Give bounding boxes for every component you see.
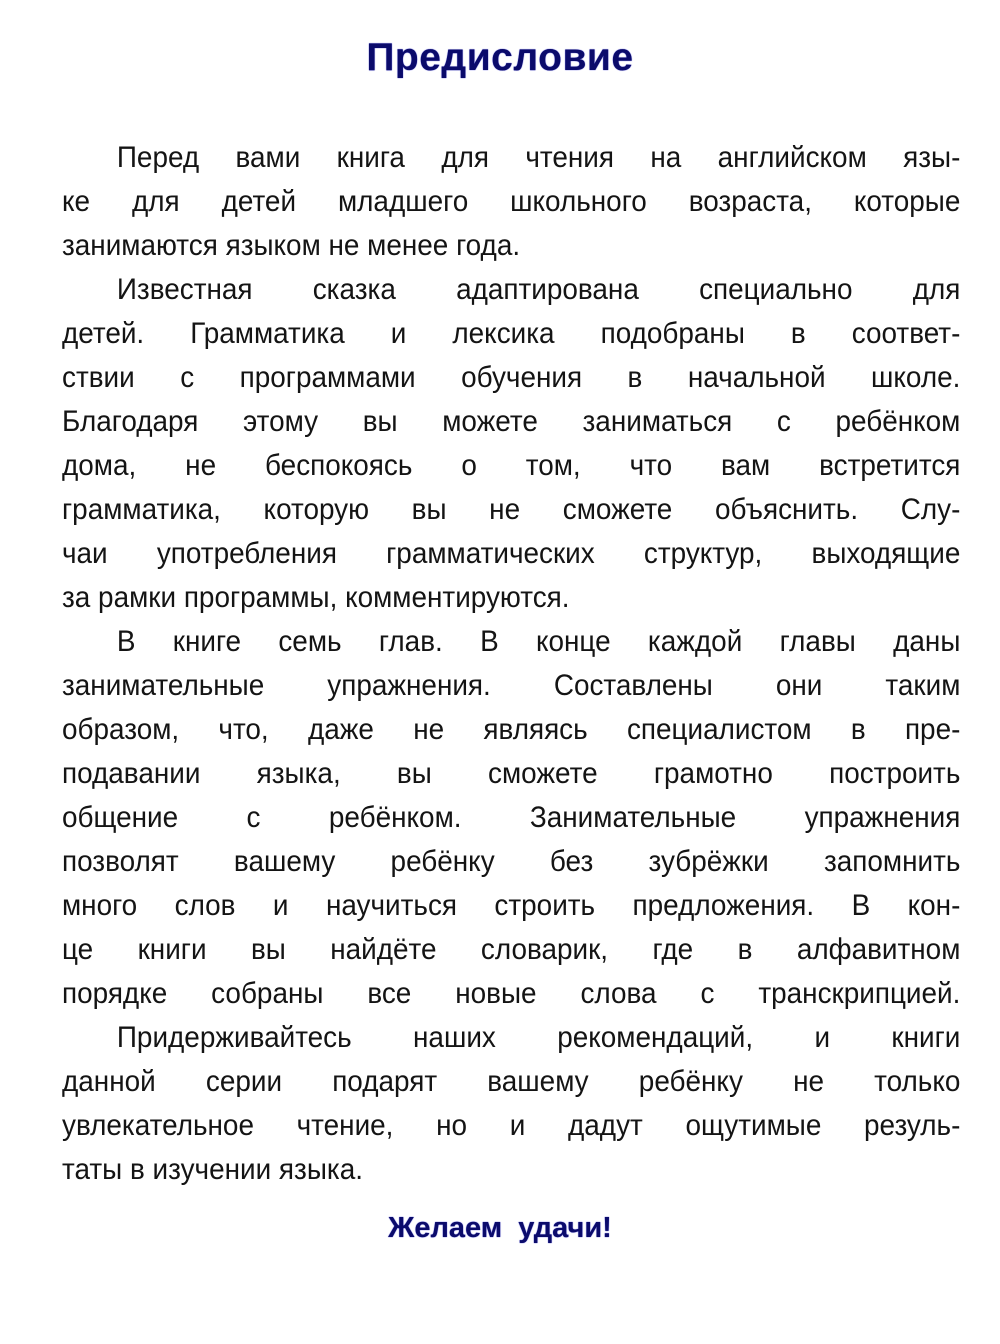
text-line: подавании языка, вы сможете грамотно построить	[62, 757, 961, 790]
text-line: грамматика, которую вы не сможете объяснить. Слу-	[62, 493, 961, 526]
text-line: занимательные упражнения. Составлены они таким	[62, 669, 961, 702]
text-line: ке для детей младшего школьного возраста, которые	[62, 185, 961, 218]
text-line: за рамки программы, комментируются.	[62, 581, 570, 614]
text-line: В книге семь глав. В конце каждой главы даны	[116, 625, 961, 658]
text-line: данной серии подарят вашему ребёнку не только	[62, 1065, 961, 1098]
text-line: це книги вы найдёте словарик, где в алфавитном	[62, 933, 961, 966]
text-line: образом, что, даже не являясь специалистом в пре-	[62, 713, 961, 746]
text-line: ствии с программами обучения в начальной школе.	[62, 361, 961, 394]
text-line: увлекательное чтение, но и дадут ощутимые резуль-	[62, 1109, 961, 1142]
text-line: занимаются языком не менее года.	[62, 229, 521, 262]
text-line: позволят вашему ребёнку без зубрёжки запомнить	[62, 845, 961, 878]
text-line: детей. Грамматика и лексика подобраны в соответ-	[62, 317, 961, 350]
text-line: дома, не беспокоясь о том, что вам встретится	[62, 449, 961, 482]
text-line: порядке собраны все новые слова с транскрипцией.	[62, 977, 961, 1010]
text-line: чаи употребления грамматических структур, выходящие	[62, 537, 961, 570]
text-line: Известная сказка адаптирована специально для	[116, 273, 961, 306]
paragraph-2	[62, 268, 960, 620]
paragraph-3	[62, 620, 960, 1016]
text-line: Благодаря этому вы можете заниматься с ребёнком	[62, 405, 961, 438]
preface-body	[62, 136, 960, 1192]
text-line: таты в изучении языка.	[62, 1153, 363, 1186]
paragraph-1	[62, 136, 960, 268]
paragraph-4	[62, 1016, 960, 1192]
text-line: Перед вами книга для чтения на английском язы-	[116, 141, 961, 174]
page-title: Предисловие	[366, 36, 634, 79]
closing-wish: Желаем удачи!	[388, 1212, 612, 1244]
text-line: общение с ребёнком. Занимательные упражнения	[62, 801, 961, 834]
text-line: много слов и научиться строить предложения. В кон-	[62, 889, 961, 922]
text-line: Придерживайтесь наших рекомендаций, и книги	[116, 1021, 961, 1054]
